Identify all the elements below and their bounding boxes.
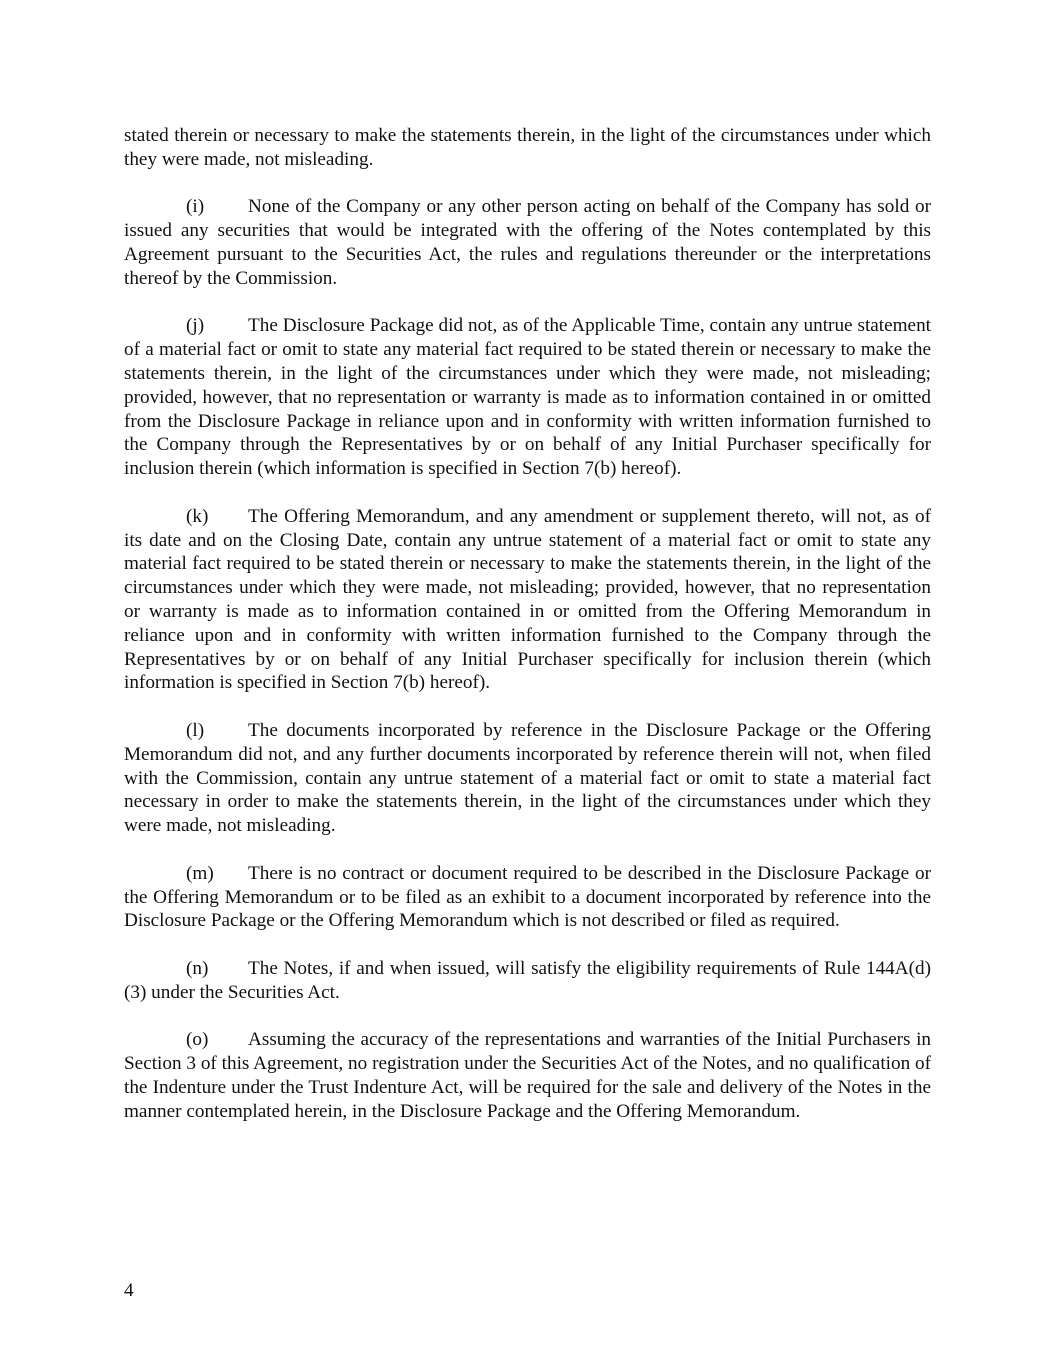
- clause-text: The Offering Memorandum, and any amendment or supplement thereto, will not, as of its date and on the Closing Date, contain any untrue statement of a material fact or omit to state any material fact required to be stated therein or necessary to make the statements therein, in the light of the circumstances under which they were made, not misleading; provided, however, that no representation or warranty is made as to information contained in or omitted from the Offering Memorandum in reliance upon and in conformity with written information furnished to the Company through the Representatives by or on behalf of any Initial Purchaser specifically for inclusion therein (which information is specified in Section 7(b) hereof).: [124, 505, 931, 694]
- clause-text: The Disclosure Package did not, as of the Applicable Time, contain any untrue statement of a material fact or omit to state any material fact required to be stated therein or necessary to make the statements therein, in the light of the circumstances under which they were made, not misleading; provided, however, that no representation or warranty is made as to information contained in or omitted from the Disclosure Package in reliance upon and in conformity with written information furnished to the Company through the Representatives by or on behalf of any Initial Purchaser specifically for inclusion therein (which information is specified in Section 7(b) hereof).: [124, 315, 931, 480]
- clause-label: (o): [186, 1029, 209, 1051]
- clause-o: [124, 1028, 931, 1123]
- clause-i: [124, 195, 931, 290]
- clause-label: (i): [186, 196, 205, 218]
- clause-text: None of the Company or any other person acting on behalf of the Company has sold or issued any securities that would be integrated with the offering of the Notes contemplated by this Agreement pursuant to the Securities Act, the rules and regulations thereunder or the interpretations thereof by the Commission.: [124, 196, 931, 289]
- clause-l: [124, 719, 931, 838]
- clause-text: The documents incorporated by reference in the Disclosure Package or the Offering Memorandum did not, and any further documents incorporated by reference therein will not, when filed with the Commission, contain any untrue statement of a material fact or omit to state a material fact necessary in order to make the statements therein, in the light of the circumstances under which they were made, not misleading.: [124, 719, 931, 837]
- clause-label: (j): [186, 315, 205, 337]
- clause-label: (m): [186, 862, 214, 884]
- clause-j: [124, 314, 931, 481]
- clause-label: (n): [186, 957, 209, 979]
- clause-text: Assuming the accuracy of the representations and warranties of the Initial Purchasers in Section 3 of this Agreement, no registration under the Securities Act of the Notes, and no qualification of the Indenture under the Trust Indenture Act, will be required for the sale and delivery of the Notes in the manner contemplated herein, in the Disclosure Package and the Offering Memorandum.: [124, 1029, 931, 1122]
- clause-label: (k): [186, 505, 209, 527]
- continuation-paragraph: stated therein or necessary to make the statements therein, in the light of the circumstances under which they were made, not misleading.: [124, 125, 931, 170]
- document-page: [124, 124, 931, 1147]
- clause-m: [124, 862, 931, 933]
- clause-k: [124, 505, 931, 695]
- page-number: 4: [124, 1280, 134, 1301]
- clause-text: There is no contract or document required to be described in the Disclosure Package or the Offering Memorandum or to be filed as an exhibit to a document incorporated by reference into the Disclosure Package or the Offering Memorandum which is not described or filed as required.: [124, 862, 931, 932]
- clause-text: The Notes, if and when issued, will satisfy the eligibility requirements of Rule 144A(d)(3) under the Securities Act.: [124, 957, 931, 1003]
- clause-label: (l): [186, 719, 205, 741]
- clause-n: [124, 957, 931, 1005]
